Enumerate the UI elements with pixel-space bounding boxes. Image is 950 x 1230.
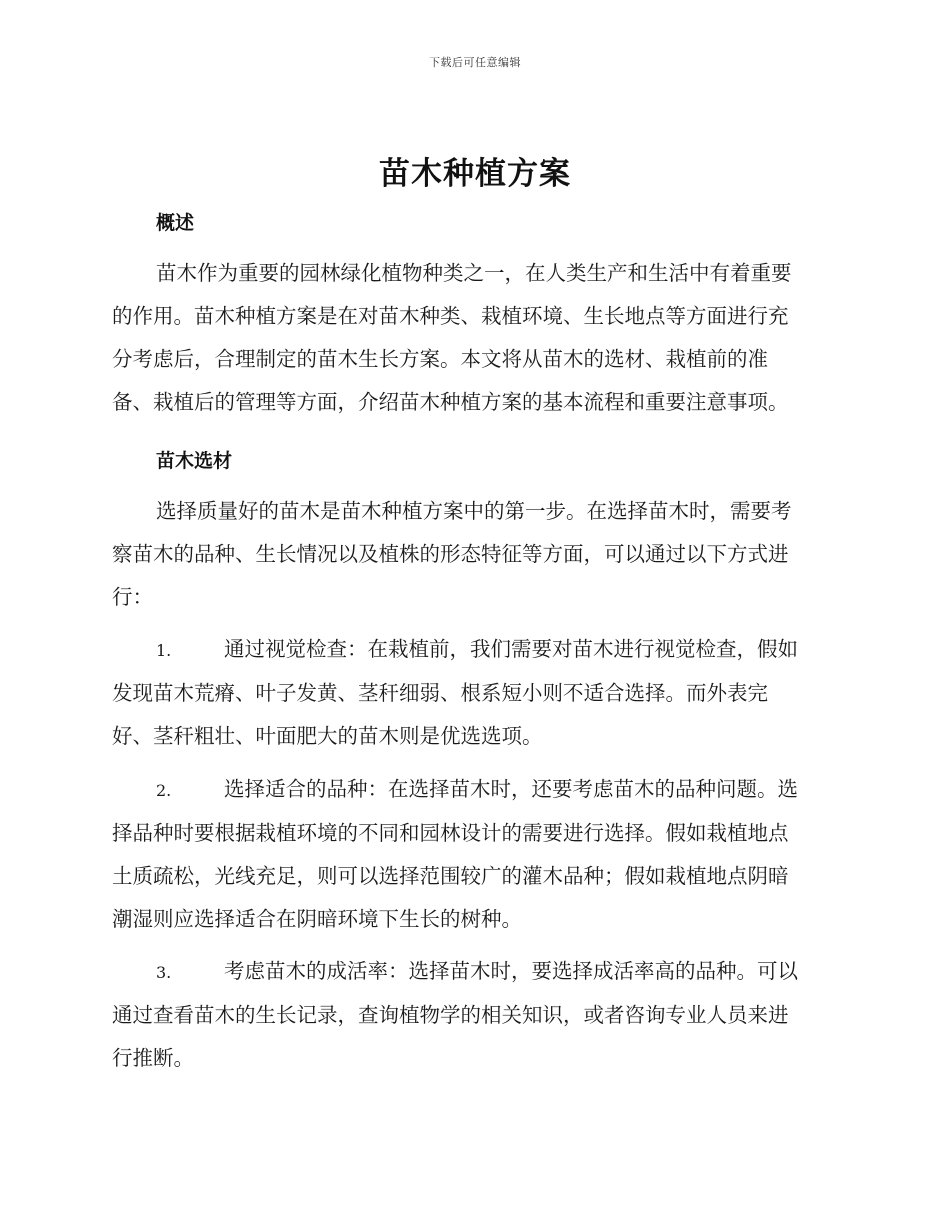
list-item-first-line: 2. 选择适合的品种：在选择苗木时，还要考虑苗木的品种问题。选 <box>112 768 836 812</box>
list-item-first-line: 1. 通过视觉检查：在栽植前，我们需要对苗木进行视觉检查，假如 <box>112 628 836 672</box>
section-heading-overview: 概述 <box>156 212 195 234</box>
list-item-number: 1. <box>156 641 172 660</box>
paragraph-line: 好、茎秆粗壮、叶面肥大的苗木则是优选选项。 <box>112 724 543 748</box>
paragraph-line: 分考虑后，合理制定的苗木生长方案。本文将从苗木的选材、栽植前的准 <box>112 347 768 371</box>
overview-paragraph <box>112 252 836 424</box>
header-note: 下载后可任意编辑 <box>429 56 521 69</box>
list-item <box>112 950 836 1080</box>
paragraph-line: 行： <box>112 585 153 609</box>
list-item-number: 3. <box>156 963 172 982</box>
paragraph-line: 苗木作为重要的园林绿化植物种类之一，在人类生产和生活中有着重要 <box>156 261 792 285</box>
document-title: 苗木种植方案 <box>379 156 571 192</box>
paragraph-line: 通过查看苗木的生长记录，查询植物学的相关知识，或者咨询专业人员来进 <box>112 1003 789 1027</box>
paragraph-line: 土质疏松，光线充足，则可以选择范围较广的灌木品种；假如栽植地点阴暗 <box>112 864 789 888</box>
paragraph-line: 选择质量好的苗木是苗木种植方案中的第一步。在选择苗木时，需要考 <box>156 499 792 523</box>
list-item <box>112 628 836 758</box>
section-heading-selection: 苗木选材 <box>156 450 233 472</box>
paragraph-line: 择品种时要根据栽植环境的不同和园林设计的需要进行选择。假如栽植地点 <box>112 821 789 845</box>
selection-paragraph <box>112 490 836 619</box>
list-item <box>112 768 836 941</box>
paragraph-line: 备、栽植后的管理等方面，介绍苗木种植方案的基本流程和重要注意事项。 <box>112 390 789 414</box>
paragraph-line: 的作用。苗木种植方案是在对苗木种类、栽植环境、生长地点等方面进行充 <box>112 304 789 328</box>
list-item-first-line: 3. 考虑苗木的成活率：选择苗木时，要选择成活率高的品种。可以 <box>112 950 836 994</box>
paragraph-line: 发现苗木荒瘠、叶子发黄、茎秆细弱、根系短小则不适合选择。而外表完 <box>112 681 768 705</box>
paragraph-line: 察苗木的品种、生长情况以及植株的形态特征等方面，可以通过以下方式进 <box>112 542 789 566</box>
list-item-number: 2. <box>156 781 172 800</box>
paragraph-line: 行推断。 <box>112 1046 194 1070</box>
paragraph-line: 潮湿则应选择适合在阴暗环境下生长的树种。 <box>112 907 522 931</box>
